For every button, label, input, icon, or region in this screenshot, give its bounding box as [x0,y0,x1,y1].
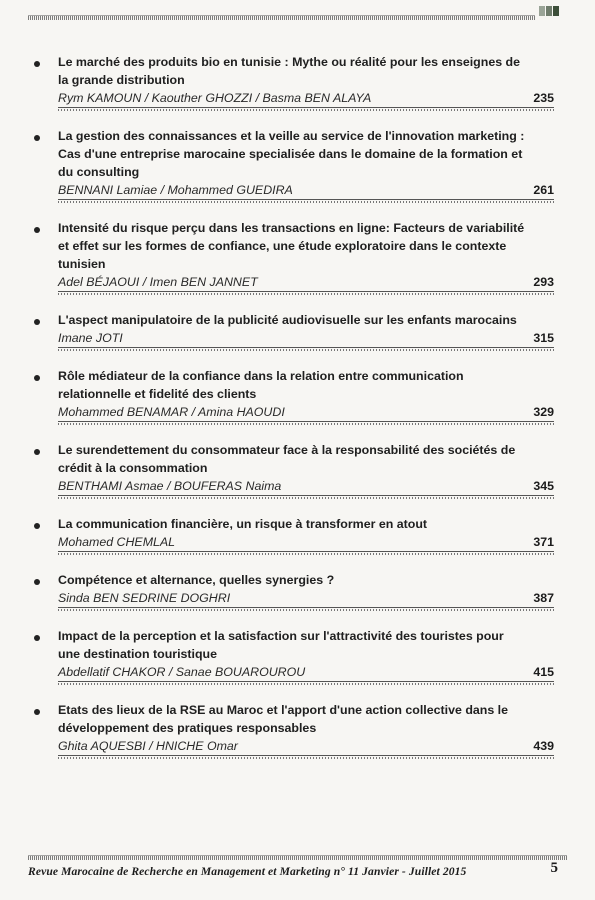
toc-entry[interactable] [34,701,554,756]
bullet-icon [34,635,40,641]
toc-entry[interactable] [34,571,554,608]
bullet-icon [34,579,40,585]
bullet-icon [34,319,40,325]
article-page: 315 [533,331,554,345]
article-title: Compétence et alternance, quelles synergies ? [58,573,335,587]
article-title: La communication financière, un risque à transformer en atout [58,517,428,531]
article-authors: Mohamed CHEMLAL [58,535,176,549]
bullet-icon [34,523,40,529]
article-title: Rôle médiateur de la confiance dans la relation entre communication relationnelle et fidelité des clients [58,369,464,401]
article-page: 439 [533,739,554,753]
bullet-icon [34,227,40,233]
article-page: 261 [533,183,554,197]
toc-entry[interactable] [34,53,554,108]
bullet-icon [34,449,40,455]
article-authors: Abdellatif CHAKOR / Sanae BOUAROUROU [58,665,306,679]
footer-rule [28,855,567,860]
article-page: 345 [533,479,554,493]
page-footer [28,862,566,880]
article-authors: BENNANI Lamiae / Mohammed GUEDIRA [58,183,293,197]
article-title: L'aspect manipulatoire de la publicité audiovisuelle sur les enfants marocains [58,313,517,327]
bullet-icon [34,135,40,141]
toc-entry[interactable] [34,219,554,292]
toc-entry[interactable] [34,367,554,422]
article-title: Le marché des produits bio en tunisie : Mythe ou réalité pour les enseignes de la grande distribution [58,55,520,87]
article-page: 235 [533,91,554,105]
article-authors: Ghita AQUESBI / HNICHE Omar [58,739,238,753]
bullet-icon [34,709,40,715]
toc-entry[interactable] [34,627,554,682]
article-authors: Adel BÉJAOUI / Imen BEN JANNET [58,275,258,289]
header-rule [28,15,535,20]
article-page: 415 [533,665,554,679]
journal-title: Revue Marocaine de Recherche en Management et Marketing n° 11 Janvier - Juillet 2015 [28,865,467,878]
toc-entry[interactable] [34,515,554,552]
article-title: Impact de la perception et la satisfaction sur l'attractivité des touristes pour une destination touristique [58,629,504,661]
page-number: 5 [550,860,558,876]
article-authors: Imane JOTI [58,331,123,345]
bullet-icon [34,61,40,67]
article-title: Intensité du risque perçu dans les transactions en ligne: Facteurs de variabilité et effet sur les formes de confiance, une étude exploratoire dans le contexte tunisien [58,221,525,271]
article-title: Le surendettement du consommateur face à la responsabilité des sociétés de crédit à la consommation [58,443,516,475]
article-authors: Mohammed BENAMAR / Amina HAOUDI [58,405,285,419]
article-page: 387 [533,591,554,605]
article-page: 329 [533,405,554,419]
toc-entry[interactable] [34,127,554,200]
article-authors: Rym KAMOUN / Kaouther GHOZZI / Basma BEN ALAYA [58,91,372,105]
article-title: Etats des lieux de la RSE au Maroc et l'apport d'une action collective dans le développement des pratiques responsables [58,703,509,735]
table-of-contents [34,53,554,756]
article-title: La gestion des connaissances et la veille au service de l'innovation marketing : Cas d'une entreprise marocaine specialisée dans le domaine de la formation et du consulting [58,129,525,179]
article-authors: BENTHAMI Asmae / BOUFERAS Naima [58,479,282,493]
article-authors: Sinda BEN SEDRINE DOGHRI [58,591,231,605]
toc-entry[interactable] [34,441,554,496]
header-corner-mark [539,6,559,16]
article-page: 371 [533,535,554,549]
article-page: 293 [533,275,554,289]
toc-entry[interactable] [34,311,554,348]
bullet-icon [34,375,40,381]
